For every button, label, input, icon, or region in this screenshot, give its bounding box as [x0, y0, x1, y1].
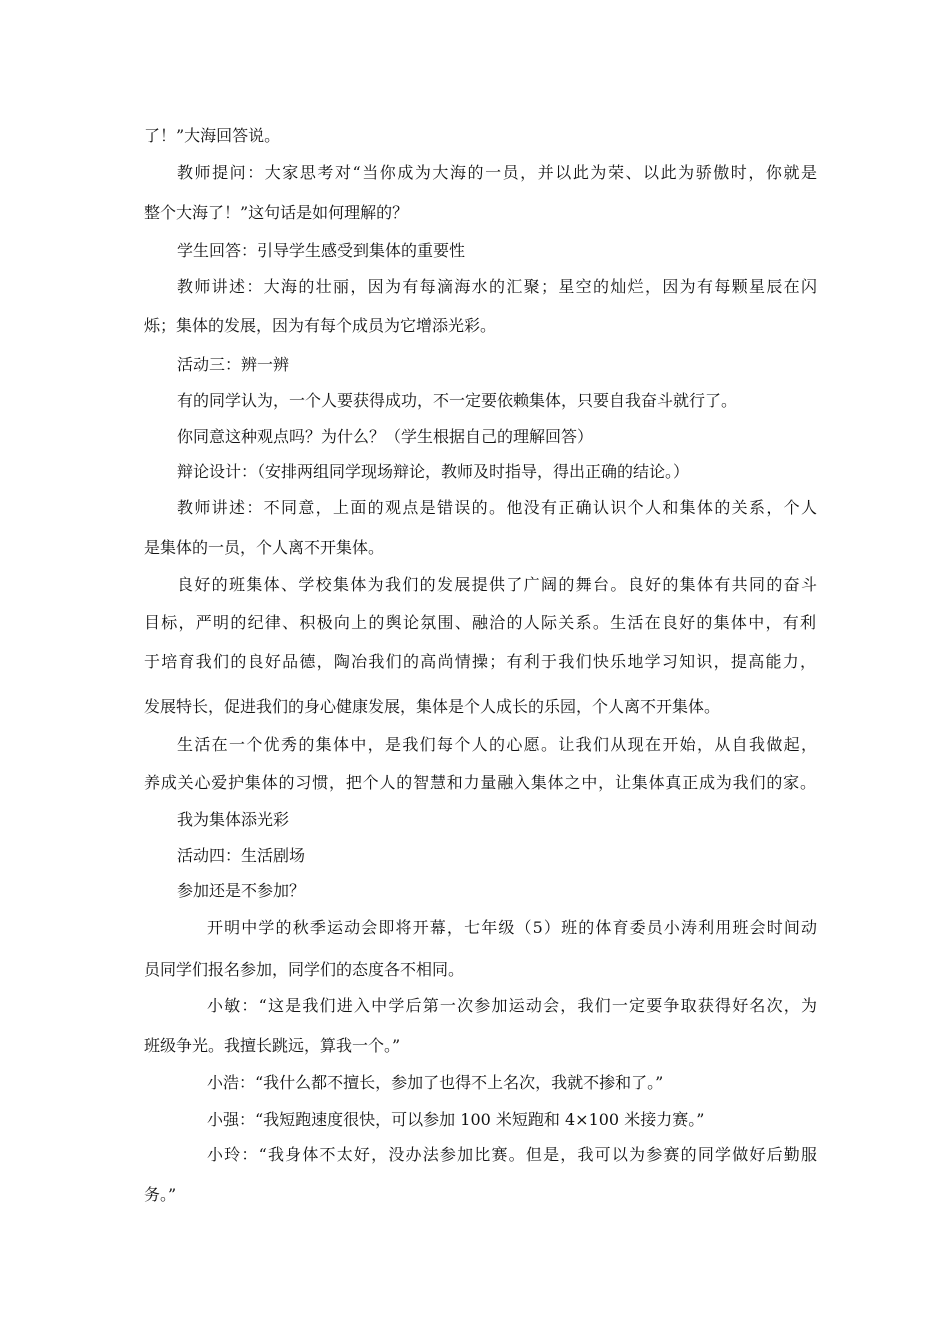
text-line: 小浩：“我什么都不擅长，参加了也得不上名次，我就不掺和了。” [207, 1073, 664, 1092]
text-line: 教师提问：大家思考对“当你成为大海的一员，并以此为荣、以此为骄傲时，你就是 [177, 163, 817, 182]
text-line: 我为集体添光彩 [177, 810, 290, 829]
text-line: 务。” [144, 1185, 177, 1204]
text-line: 教师讲述：不同意，上面的观点是错误的。他没有正确认识个人和集体的关系，个人 [177, 498, 817, 517]
text-line: 烁；集体的发展，因为有每个成员为它增添光彩。 [144, 316, 497, 335]
text-line: 是集体的一员，个人离不开集体。 [144, 538, 385, 557]
text-line: 学生回答：引导学生感受到集体的重要性 [177, 241, 466, 260]
text-line: 整个大海了！”这句话是如何理解的？ [144, 203, 409, 222]
text-line: 教师讲述：大海的壮丽，因为有每滴海水的汇聚；星空的灿烂，因为有每颗星辰在闪 [177, 277, 817, 296]
text-line: 活动四：生活剧场 [177, 846, 306, 865]
text-line: 良好的班集体、学校集体为我们的发展提供了广阔的舞台。良好的集体有共同的奋斗 [177, 575, 817, 594]
text-line: 你同意这种观点吗？为什么？（学生根据自己的理解回答） [177, 427, 594, 446]
text-line: 班级争光。我擅长跳远，算我一个。” [144, 1036, 401, 1055]
text-line: 养成关心爱护集体的习惯，把个人的智慧和力量融入集体之中，让集体真正成为我们的家。 [144, 773, 816, 792]
text-line: 员同学们报名参加，同学们的态度各不相同。 [144, 960, 465, 979]
text-line: 目标，严明的纪律、积极向上的舆论氛围、融洽的人际关系。生活在良好的集体中，有利 [144, 613, 816, 632]
text-line: 了！”大海回答说。 [144, 126, 281, 145]
text-line: 活动三：辨一辨 [177, 355, 290, 374]
text-line: 辩论设计：（安排两组同学现场辩论，教师及时指导，得出正确的结论。） [177, 462, 690, 481]
text-line: 发展特长，促进我们的身心健康发展，集体是个人成长的乐园，个人离不开集体。 [144, 697, 721, 716]
text-line: 生活在一个优秀的集体中，是我们每个人的心愿。让我们从现在开始，从自我做起， [177, 735, 817, 754]
text-line: 有的同学认为，一个人要获得成功，不一定要依赖集体，只要自我奋斗就行了。 [177, 391, 738, 410]
text-line: 参加还是不参加？ [177, 881, 306, 900]
text-line: 于培育我们的良好品德，陶冶我们的高尚情操；有利于我们快乐地学习知识，提高能力， [144, 652, 816, 671]
text-line: 开明中学的秋季运动会即将开幕，七年级（5）班的体育委员小涛利用班会时间动 [207, 918, 817, 937]
text-line: 小敏：“这是我们进入中学后第一次参加运动会，我们一定要争取获得好名次，为 [207, 996, 817, 1015]
text-line: 小强：“我短跑速度很快，可以参加 100 米短跑和 4×100 米接力赛。” [207, 1110, 705, 1129]
text-line: 小玲：“我身体不太好，没办法参加比赛。但是，我可以为参赛的同学做好后勤服 [207, 1145, 817, 1164]
